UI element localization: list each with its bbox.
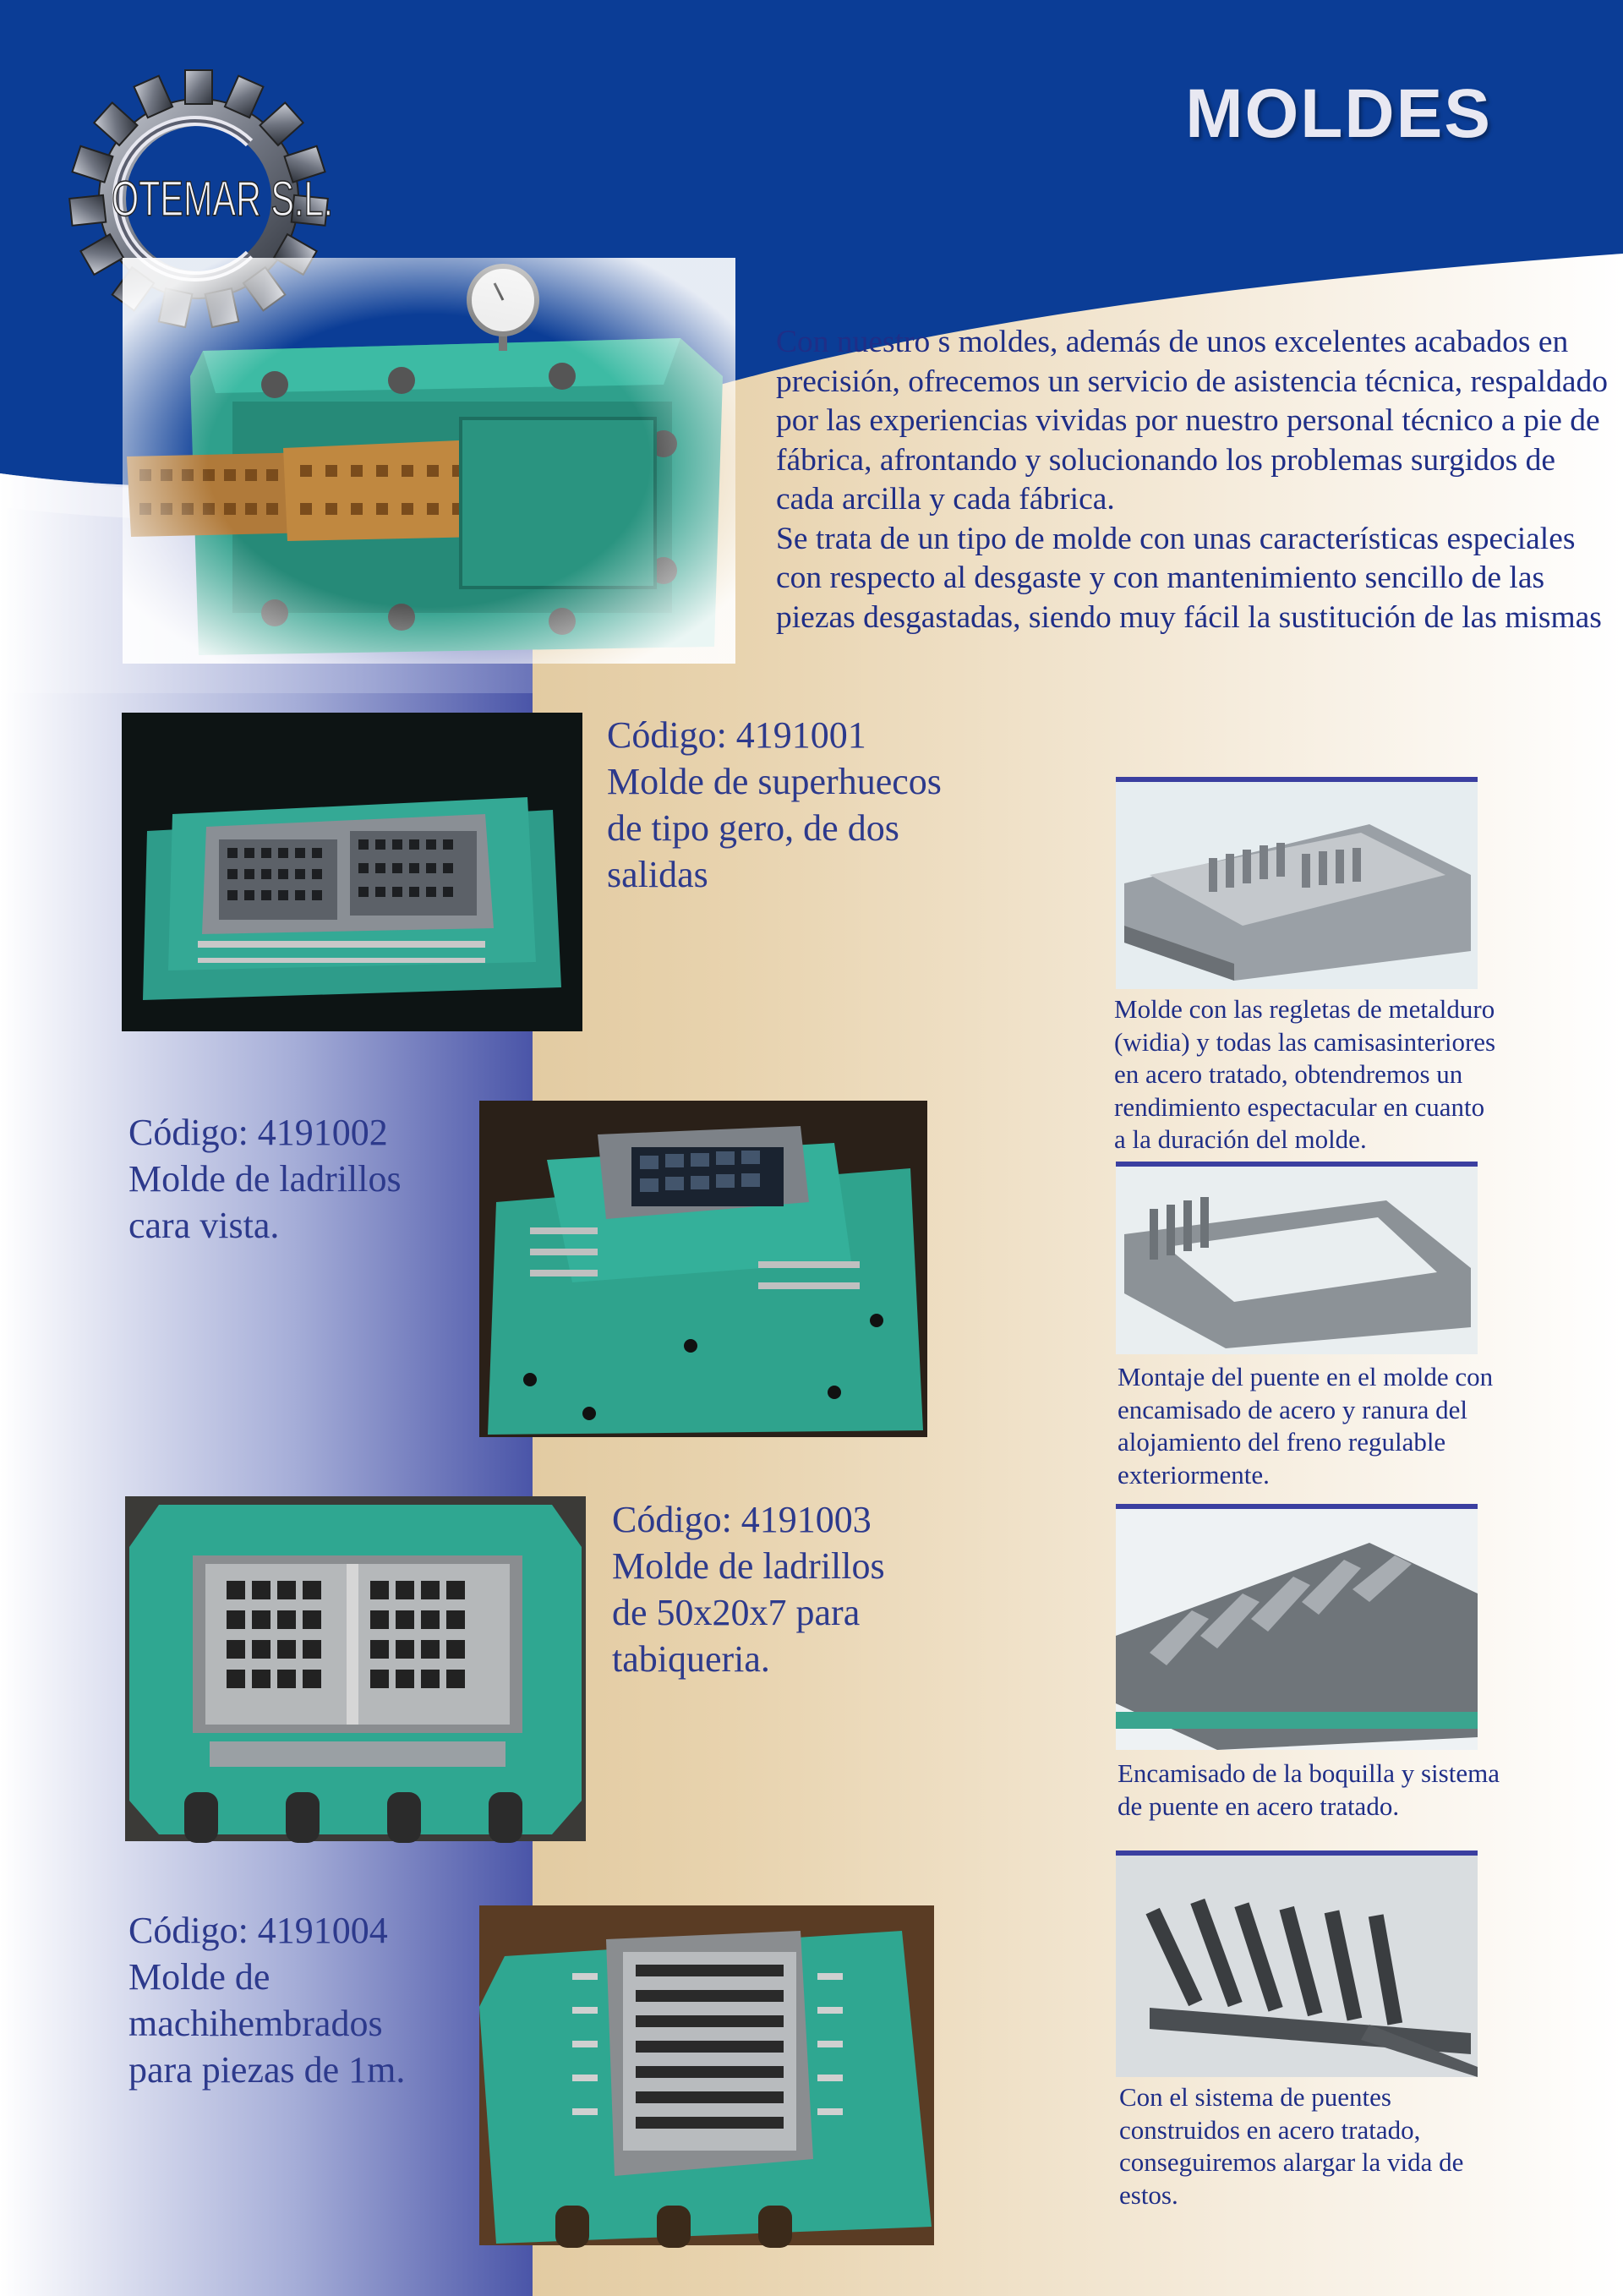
caption-line: Molde con las regletas de metalduro [1114,994,1495,1024]
product-code: Código: 4191001 [607,714,866,756]
product-4191003-info [612,1496,885,1682]
caption-line: Montaje del puente en el molde con [1118,1362,1494,1391]
intro-paragraph-2: Se trata de un tipo de molde con unas características especiales con respecto al desgaste y con mantenimiento sencillo de las piezas desgastadas, siendo muy fácil la sustitución de las mismas [776,521,1602,635]
detail-photo-3 [1116,1509,1478,1750]
caption-line: conseguiremos alargar la vida de [1119,2147,1464,2177]
page-title: MOLDES [1185,75,1492,152]
product-code: Código: 4191004 [128,1910,388,1951]
intro-text [776,323,1613,637]
intro-paragraph-1: Con nuestro s moldes, además de unos excelentes acabados en precisión, ofrecemos un servicio de asistencia técnica, respaldado por las experiencias vividas por nuestro personal técnico a pie de fábrica, afrontando y solucionando los problemas surgidos de cada arcilla y cada fábrica. [776,325,1608,517]
product-4191001-info [607,712,942,898]
caption-line: (widia) y todas las camisasinteriores [1114,1026,1496,1057]
detail-photo-2 [1116,1167,1478,1354]
product-desc-line: Molde de [128,1956,270,1998]
product-desc-line: cara vista. [128,1205,280,1246]
product-desc-line: Molde de ladrillos [612,1545,885,1587]
product-desc-line: Molde de ladrillos [128,1158,402,1200]
product-desc-line: machihembrados [128,2003,383,2044]
product-4191001-photo [122,713,582,1031]
detail-caption-2 [1118,1361,1493,1491]
product-desc-line: para piezas de 1m. [128,2049,406,2091]
caption-line: Con el sistema de puentes [1119,2082,1391,2112]
caption-line: Encamisado de la boquilla y sistema [1118,1758,1500,1788]
caption-line: estos. [1119,2179,1178,2210]
detail-photo-4 [1116,1856,1478,2077]
product-code: Código: 4191003 [612,1499,872,1540]
product-4191002-info [128,1109,402,1249]
caption-line: de puente en acero tratado. [1118,1790,1400,1821]
product-code: Código: 4191002 [128,1112,388,1153]
detail-caption-1 [1114,993,1495,1156]
caption-line: encamisado de acero y ranura del [1118,1394,1467,1424]
product-4191002-photo [479,1101,927,1437]
caption-line: alojamiento del freno regulable [1118,1427,1446,1457]
product-desc-line: de 50x20x7 para [612,1592,861,1633]
detail-caption-4 [1119,2081,1463,2211]
product-4191004-photo [479,1905,934,2245]
main-mold-photo [123,258,735,664]
product-desc-line: Molde de superhuecos [607,761,942,802]
caption-line: rendimiento espectacular en cuanto [1114,1091,1485,1122]
svg-text:OTEMAR S.L.: OTEMAR S.L. [112,172,333,227]
product-4191003-photo [125,1496,586,1841]
caption-line: a la duración del molde. [1114,1124,1367,1154]
product-desc-line: de tipo gero, de dos [607,807,899,849]
caption-line: exteriormente. [1118,1459,1270,1490]
product-desc-line: tabiqueria. [612,1638,770,1680]
product-desc-line: salidas [607,854,708,895]
detail-photo-1 [1116,782,1478,989]
caption-line: en acero tratado, obtendremos un [1114,1059,1463,1089]
product-4191004-info [128,1907,405,2093]
caption-line: construidos en acero tratado, [1119,2114,1421,2145]
detail-caption-3 [1118,1758,1500,1823]
